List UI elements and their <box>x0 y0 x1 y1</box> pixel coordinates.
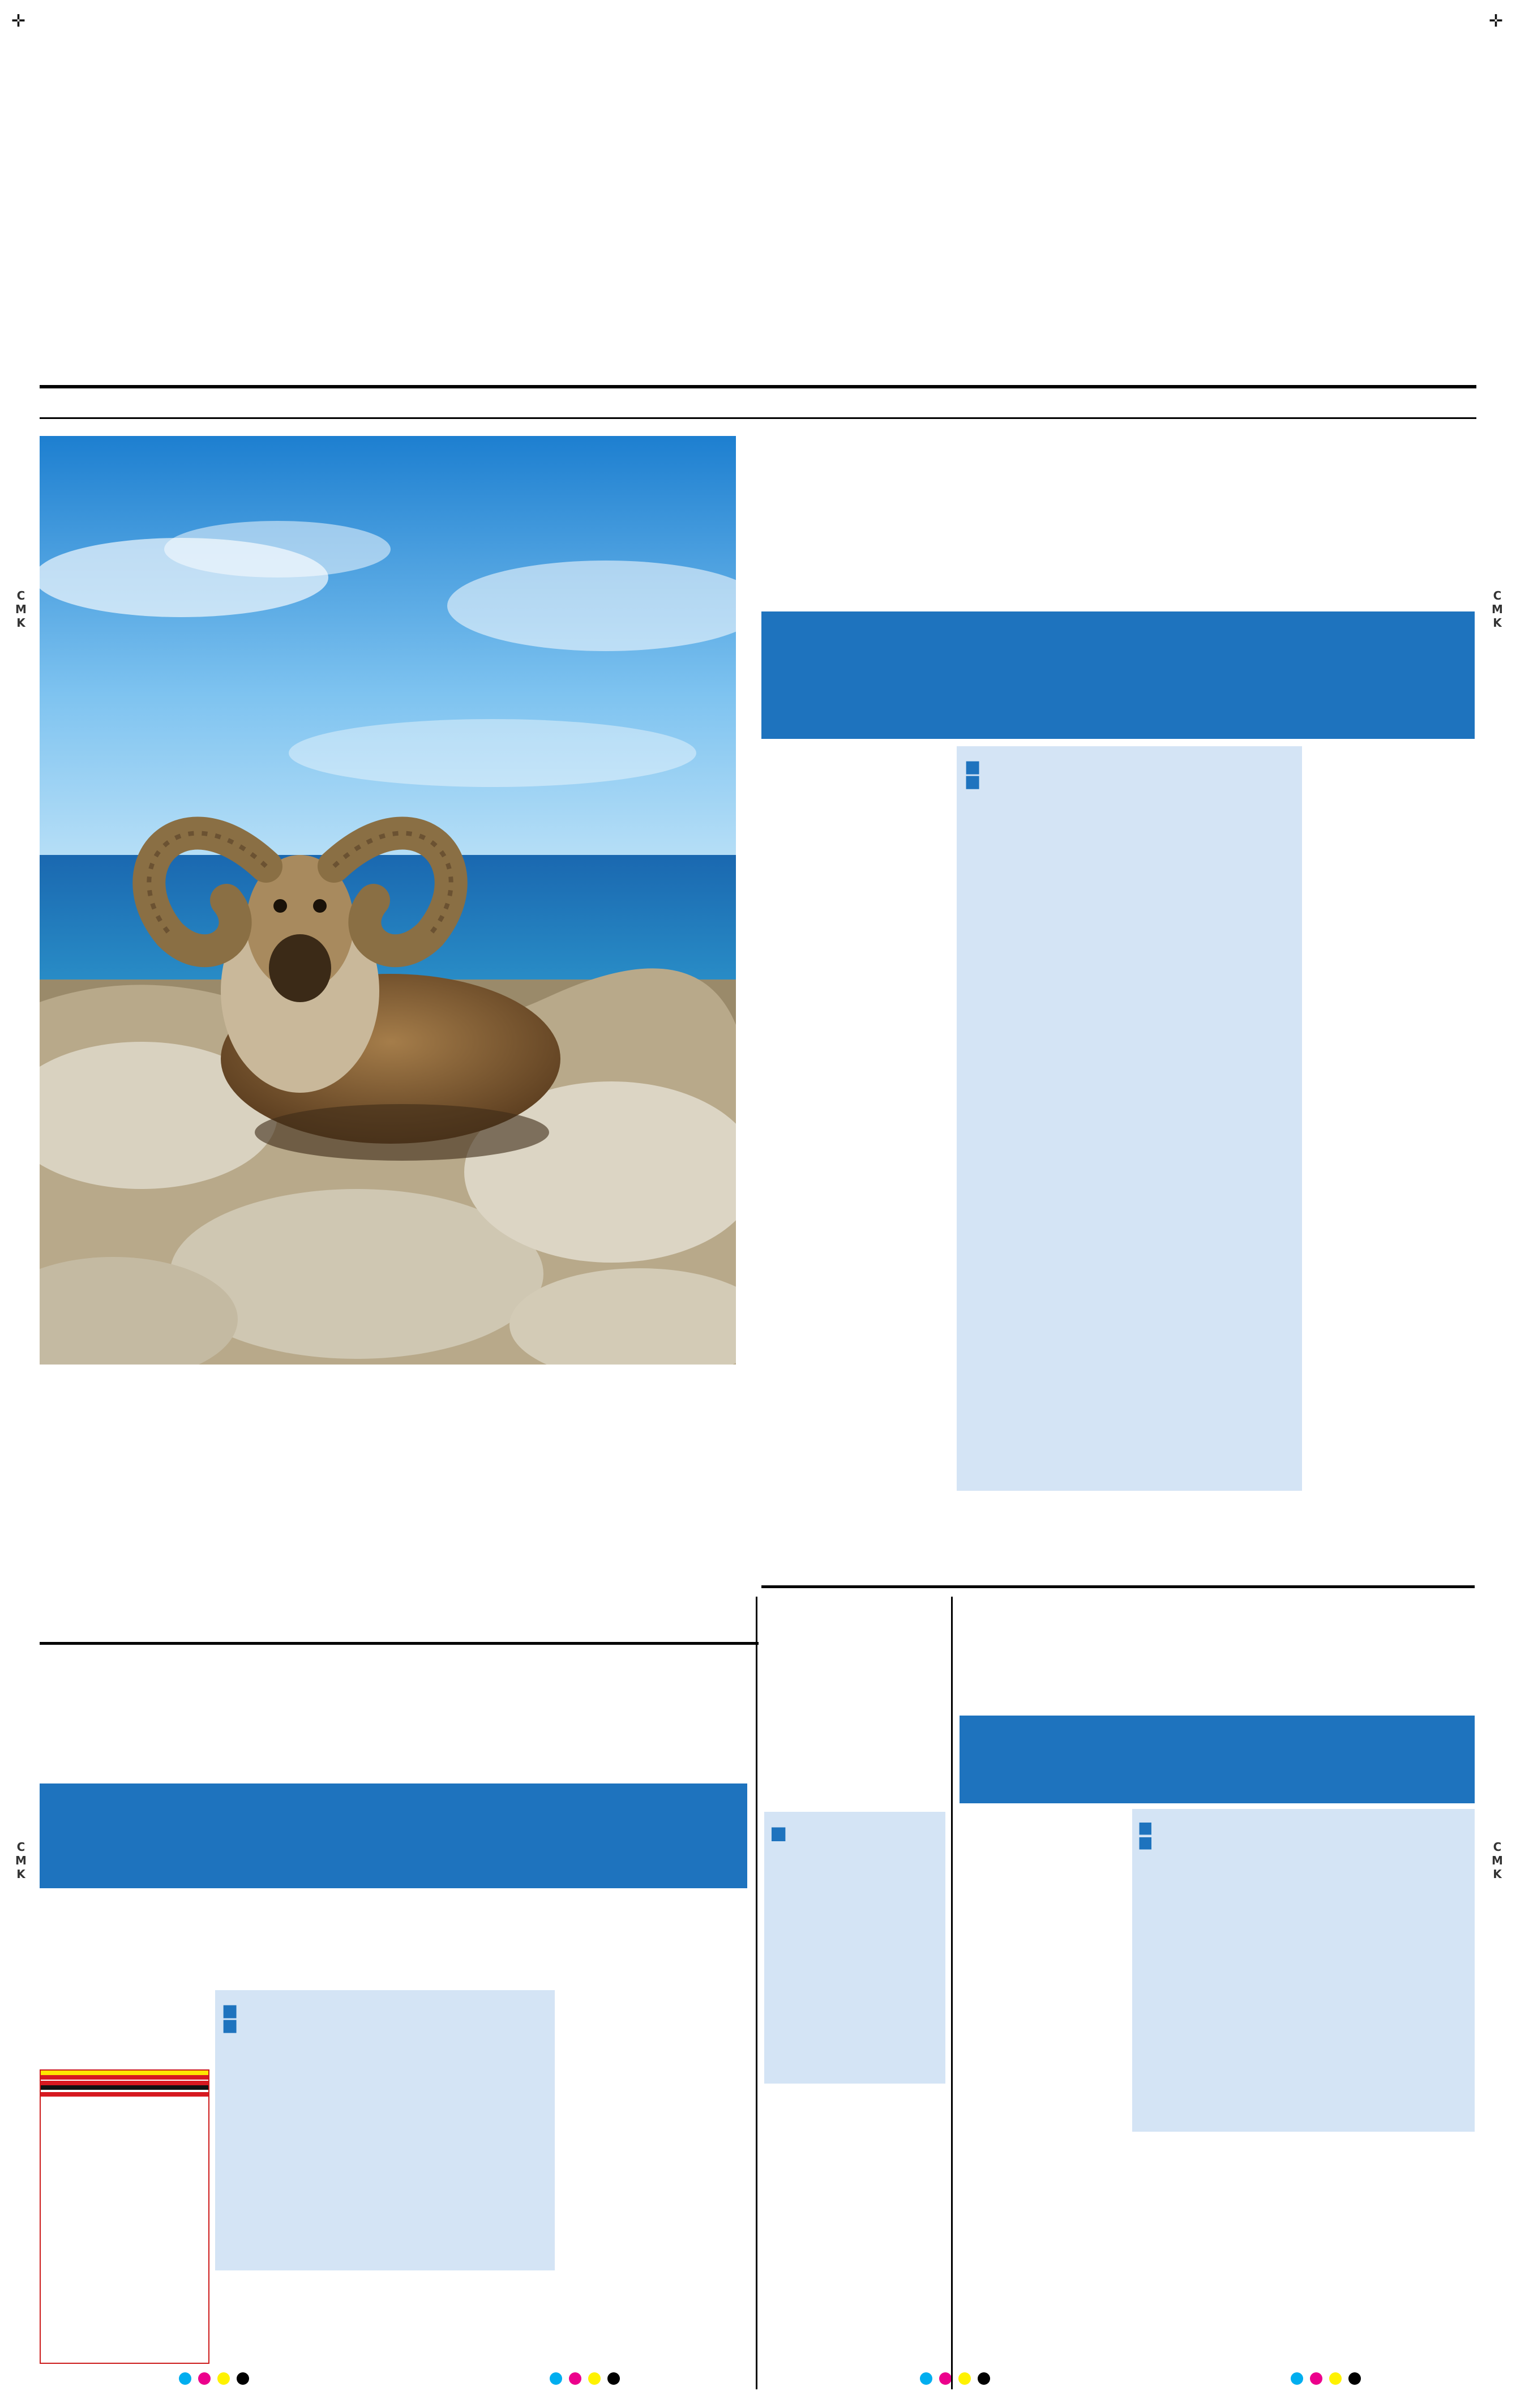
story3-highlight-box <box>764 1812 945 2084</box>
story4-column-3 <box>1308 2140 1475 2361</box>
story2-deck <box>40 1783 747 1888</box>
ibex-photo <box>40 436 736 1365</box>
ad-company <box>41 2097 208 2099</box>
story2-highlights <box>215 1990 555 2270</box>
story1-deck <box>761 611 1475 739</box>
divider-rule-3 <box>756 1597 757 2389</box>
story4-deck <box>960 1716 1475 1803</box>
cmk-mark-right: C M K <box>1492 589 1503 630</box>
registration-dots <box>175 2372 1364 2387</box>
story4-column-1 <box>960 1809 1124 2353</box>
divider-rule-2 <box>761 1585 1475 1588</box>
story2-column-2 <box>215 1894 379 1984</box>
ad-hearing-machines <box>41 2075 208 2080</box>
ad-speech-therapy <box>41 2080 208 2085</box>
cmk-mark-right-2: C M K <box>1492 1840 1503 1881</box>
story1-column-1 <box>761 746 945 1556</box>
story2-column-3 <box>391 1894 555 1984</box>
ad-free-check <box>41 2085 208 2090</box>
cmk-mark-left: C M K <box>15 589 27 630</box>
ad-question <box>41 2071 208 2075</box>
divider-rule-4 <box>951 1597 953 2389</box>
photo-caption <box>40 1370 736 1636</box>
story4-highlights <box>1132 1809 1475 2132</box>
crop-mark-tr: ✛ <box>1489 11 1504 31</box>
story2-column-1b <box>215 2279 379 2369</box>
story1-column-3 <box>1313 746 1475 1556</box>
cmk-mark-left-2: C M K <box>15 1840 27 1881</box>
story3-body-1 <box>764 1665 945 1806</box>
story4-column-2 <box>1132 2140 1296 2361</box>
ad-phone[interactable] <box>41 2092 208 2097</box>
story3-body-2 <box>764 2089 945 2361</box>
story2-column-4 <box>566 1894 747 2369</box>
story2-column-1 <box>40 1894 204 2064</box>
hearing-ad[interactable] <box>40 2069 209 2364</box>
info-bar <box>40 385 1476 419</box>
divider-rule-1 <box>40 1642 759 1645</box>
crop-mark-tl: ✛ <box>11 11 26 31</box>
story1-column-2 <box>957 1495 1302 1557</box>
story1-highlights <box>957 746 1302 1491</box>
story2-column-2b <box>391 2279 555 2369</box>
